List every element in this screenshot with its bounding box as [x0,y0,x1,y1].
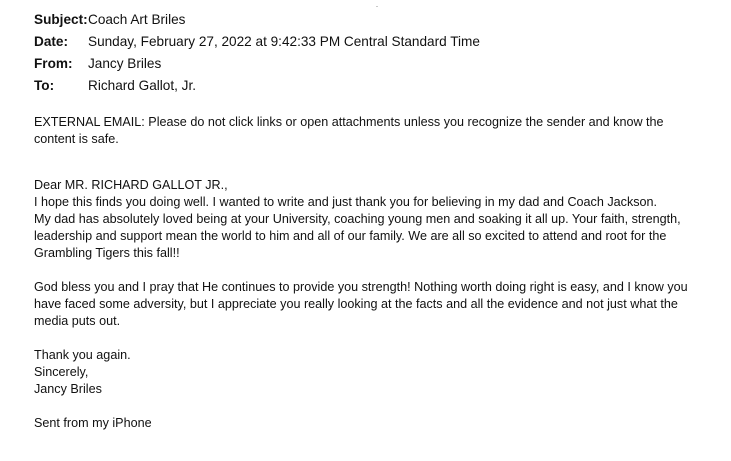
body-line: Grambling Tigers this fall!! [34,246,180,260]
subject-value: Coach Art Briles [88,12,186,27]
external-notice-line: EXTERNAL EMAIL: Please do not click links or open attachments unless you recognize the sender and know the [34,115,664,129]
signature-paragraph [34,415,714,432]
to-row [34,78,714,100]
to-label: To: [34,78,55,93]
closing-line: Jancy Briles [34,382,102,396]
greeting-paragraph [34,177,714,262]
date-row [34,34,714,56]
closing-line: Thank you again. [34,348,131,362]
body-line: My dad has absolutely loved being at your University, coaching young men and soaking it all up. Your faith, strength, [34,212,681,226]
subject-row [34,12,714,34]
date-label: Date: [34,34,68,49]
body-line: media puts out. [34,314,121,328]
closing-paragraph [34,347,714,398]
email-body [34,177,714,432]
from-value: Jancy Briles [88,56,162,71]
date-value: Sunday, February 27, 2022 at 9:42:33 PM Central Standard Time [88,34,480,49]
closing-line: Sincerely, [34,365,89,379]
external-email-notice [34,114,674,148]
scan-speck [376,6,378,7]
to-value: Richard Gallot, Jr. [88,78,197,93]
body-line: I hope this finds you doing well. I wanted to write and just thank you for believing in my dad and Coach Jackson. [34,195,658,209]
email-signature: Sent from my iPhone [34,416,152,430]
email-printout [34,12,714,449]
subject-label: Subject: [34,12,88,27]
external-notice-line: content is safe. [34,132,119,146]
body-line: leadership and support mean the world to him and all of our family. We are all so excited to attend and root for the [34,229,667,243]
body-line: God bless you and I pray that He continues to provide you strength! Nothing worth doing right is easy, and I know you [34,280,688,294]
greeting: Dear MR. RICHARD GALLOT JR., [34,178,228,192]
body-line: have faced some adversity, but I appreciate you really looking at the facts and all the evidence and not just what the [34,297,678,311]
from-label: From: [34,56,73,71]
from-row [34,56,714,78]
second-paragraph [34,279,714,330]
